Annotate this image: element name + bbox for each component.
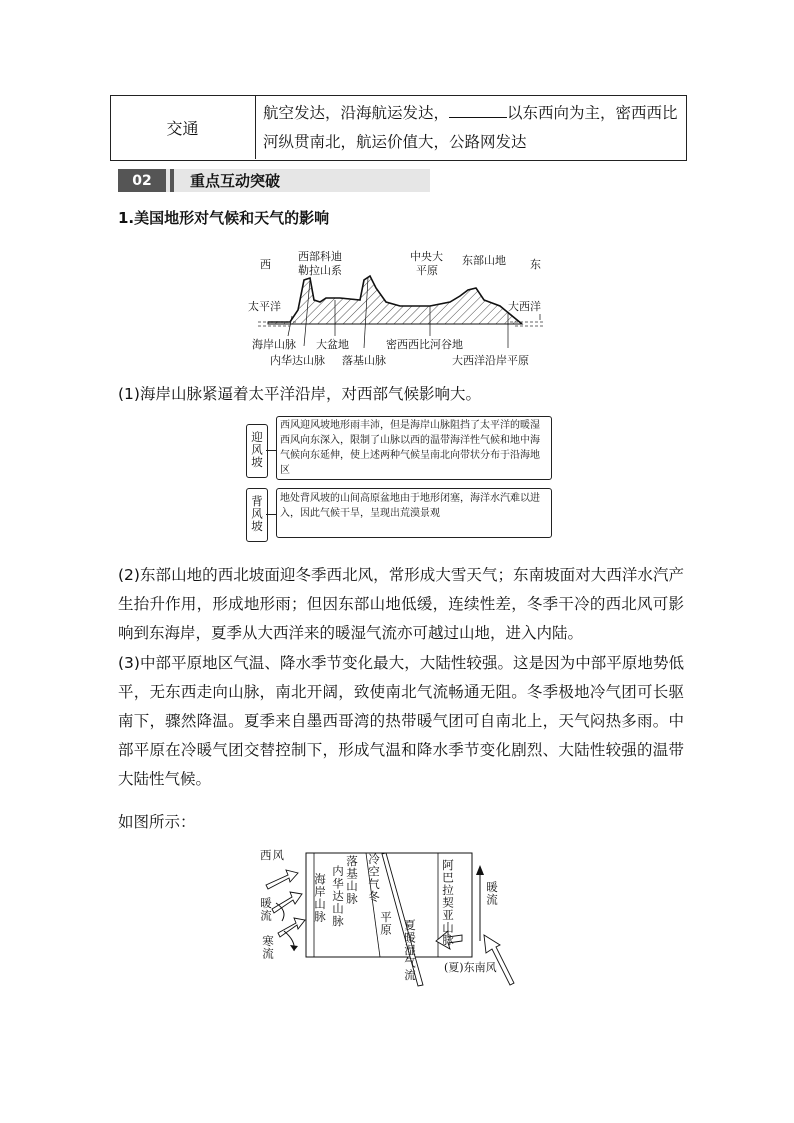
windward-label-box: 迎风坡 (246, 424, 268, 478)
table-divider (255, 95, 256, 159)
cold-air-vlabel: 冷空气冬 (367, 853, 381, 903)
airflow-diagram (248, 845, 548, 995)
sierra-nevada-label: 内华达山脉 (270, 354, 325, 367)
mississippi-valley-label: 密西西比河谷地 (386, 338, 463, 351)
west-label: 西 (260, 258, 271, 271)
windward-text-box: 西风迎风坡地形雨丰沛，但是海岸山脉阻挡了太平洋的暖湿西风向东深入，限制了山脉以西的温带海洋性气候和地中海气候向东延伸，使上述两种气候呈南北向带状分布于沿海地区 (276, 416, 552, 480)
as-shown-text: 如图所示： (118, 813, 196, 831)
airflow-svg (248, 845, 548, 995)
paragraph-2: (2)东部山地的西北坡面迎冬季西北风，常形成大雪天气；东南坡面对大西洋水汽产生抬升作用，形成地形雨；但因东部山地低缓，连续性差，冬季干冷的西北风可影响到东海岸，夏季从大西洋来的暖湿气流亦可越过山地，进入内陆。 (118, 566, 684, 642)
appalachian-vlabel: 阿巴拉契亚山脉 (441, 859, 455, 947)
great-basin-label: 大盆地 (316, 338, 349, 351)
atlantic-plain-label: 大西洋沿岸平原 (452, 354, 529, 367)
atlantic-label: 大西洋 (508, 300, 541, 313)
coast-ranges-vlabel: 海岸山脉 (313, 873, 327, 923)
cold-current-label: 寒流 (261, 935, 275, 960)
cordillera-label-2: 勒拉山系 (298, 264, 342, 277)
warm-current-west-label: 暖流 (259, 897, 273, 922)
section-title: 重点互动突破 (190, 172, 281, 190)
section-number: 02 (118, 169, 166, 192)
terrain-profile-diagram (240, 240, 560, 370)
sierra-vlabel: 内华达山脉 (331, 865, 345, 928)
east-label: 东 (530, 258, 541, 271)
eastern-highlands-label: 东部山地 (462, 254, 506, 267)
se-wind-label: (夏)东南风 (444, 961, 497, 974)
table-label-cell: 交通 (166, 118, 199, 138)
table-content-cell: 航空发达，沿海航运发达， 以东西向为主，密西西比河纵贯南北，航运价值大，公路网发达 (263, 104, 678, 151)
topic-heading: 1.美国地形对气候和天气的影响 (118, 209, 330, 227)
fill-in-blank[interactable] (449, 103, 507, 118)
slope-diagram (246, 416, 556, 546)
cordillera-label-1: 西部科迪 (298, 250, 342, 263)
connector-2 (266, 514, 276, 515)
connector-1 (266, 450, 276, 451)
pacific-label: 太平洋 (248, 300, 281, 313)
rocky-mountains-label: 落基山脉 (342, 354, 386, 367)
section-separator (170, 169, 174, 192)
leeward-text-box: 地处背风坡的山间高原盆地由于地形闭塞，海洋水汽难以进入，因此气候干旱，呈现出荒漠景观 (276, 488, 552, 538)
plains-label-1: 中央大 (410, 250, 443, 263)
paragraph-1: (1)海岸山脉紧逼着太平洋沿岸，对西部气候影响大。 (118, 385, 481, 403)
rocky-vlabel: 落基山脉 (345, 855, 359, 905)
summer-warm-vlabel: 夏暖湿气流 (403, 919, 417, 982)
paragraph-3: (3)中部平原地区气温、降水季节变化最大，大陆性较强。这是因为中部平原地势低平，无东西走向山脉，南北开阔，致使南北气流畅通无阻。冬季极地冷气团可长驱南下，骤然降温。夏季来自墨西哥湾的热带暖气团可自南北上，天气闷热多雨。中部平原在冷暖气团交替控制下，形成气温和降水季节变化剧烈、大陆性较强的温带大陆性气候。 (118, 654, 684, 788)
warm-current-east-label: 暖流 (485, 881, 499, 906)
plain-vlabel: 平原 (379, 911, 393, 936)
plains-label-2: 平原 (416, 264, 438, 277)
leeward-label-box: 背风坡 (246, 488, 268, 542)
westerly-label: 西风 (260, 848, 285, 862)
coast-ranges-label: 海岸山脉 (252, 338, 296, 351)
